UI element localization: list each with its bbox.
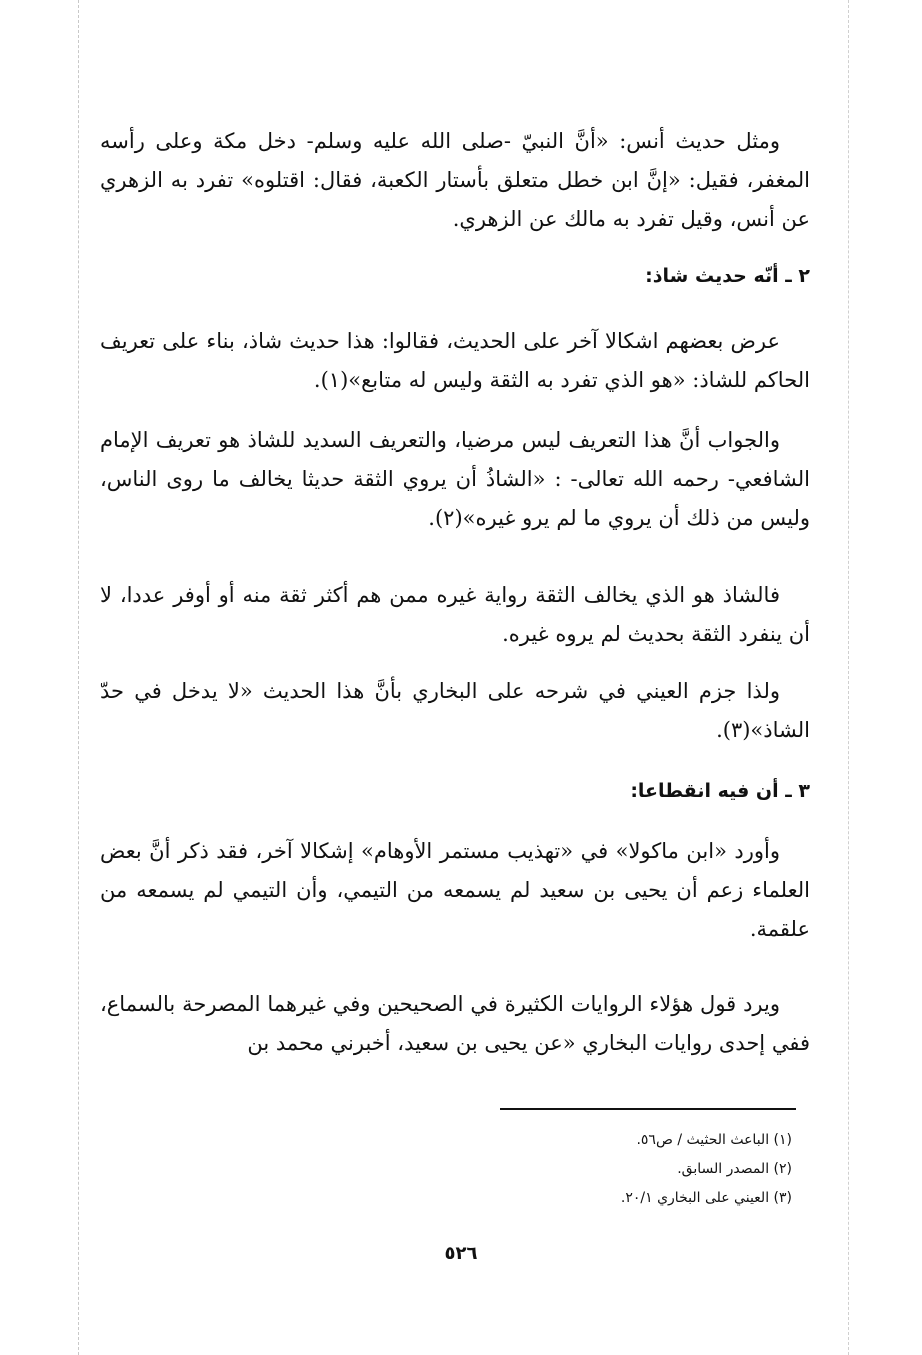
section-heading-2: ٢ ـ أنّه حديث شاذ: (645, 265, 810, 287)
paragraph-6: وأورد «ابن ماكولا» في «تهذيب مستمر الأوهام» إشكالا آخر، فقد ذكر أنَّ بعض العلماء زعم أن يحيى بن سعيد لم يسمعه من التيمي، وأن التيمي لم يسمعه من علقمة. (100, 839, 810, 941)
paragraph-2-block (100, 322, 810, 400)
paragraph-5-block (100, 672, 810, 750)
section-heading-3: ٣ ـ أن فيه انقطاعا: (630, 780, 810, 802)
paragraph-7-block (100, 985, 810, 1063)
paragraph-1: ومثل حديث أنس: «أنَّ النبيّ -صلى الله عليه وسلم- دخل مكة وعلى رأسه المغفر، فقيل: «إنَّ ابن خطل متعلق بأستار الكعبة، فقال: اقتلوه» تفرد به الزهري عن أنس، وقيل تفرد به مالك عن الزهري. (100, 129, 810, 231)
scan-border-right (848, 0, 849, 1355)
footnote-separator (500, 1108, 796, 1110)
paragraph-3: والجواب أنَّ هذا التعريف ليس مرضيا، والتعريف السديد للشاذ هو تعريف الإمام الشافعي- رحمه الله تعالى- : «الشاذُ أن يروي الثقة حديثا يخالف ما روى الناس، وليس من ذلك أن يروي ما لم يرو غيره»(٢). (100, 428, 811, 530)
page-number: ٥٢٦ (444, 1243, 478, 1264)
footnote-2: (٢) المصدر السابق. (677, 1161, 792, 1177)
paragraph-2: عرض بعضهم اشكالا آخر على الحديث، فقالوا: هذا حديث شاذ، بناء على تعريف الحاكم للشاذ: «هو الذي تفرد به الثقة وليس له متابع»(١). (100, 329, 810, 392)
paragraph-1-block (100, 122, 810, 239)
paragraph-4-block (100, 576, 810, 654)
scan-border-left (78, 0, 79, 1355)
paragraph-3-block (100, 421, 810, 538)
footnote-3: (٣) العيني على البخاري ٢٠/١. (620, 1190, 792, 1206)
paragraph-6-block (100, 832, 810, 949)
paragraph-7: ويرد قول هؤلاء الروايات الكثيرة في الصحيحين وفي غيرهما المصرحة بالسماع، ففي إحدى روايات البخاري «عن يحيى بن سعيد، أخبرني محمد بن (100, 992, 810, 1055)
footnotes-list (621, 1126, 792, 1213)
paragraph-4: فالشاذ هو الذي يخالف الثقة رواية غيره ممن هم أكثر ثقة منه أو أوفر عددا، لا أن ينفرد الثقة بحديث لم يروه غيره. (100, 583, 810, 646)
paragraph-5: ولذا جزم العيني في شرحه على البخاري بأنَّ هذا الحديث «لا يدخل في حدّ الشاذ»(٣). (100, 679, 810, 742)
footnote-1: (١) الباعث الحثيث / ص٥٦. (636, 1132, 792, 1148)
